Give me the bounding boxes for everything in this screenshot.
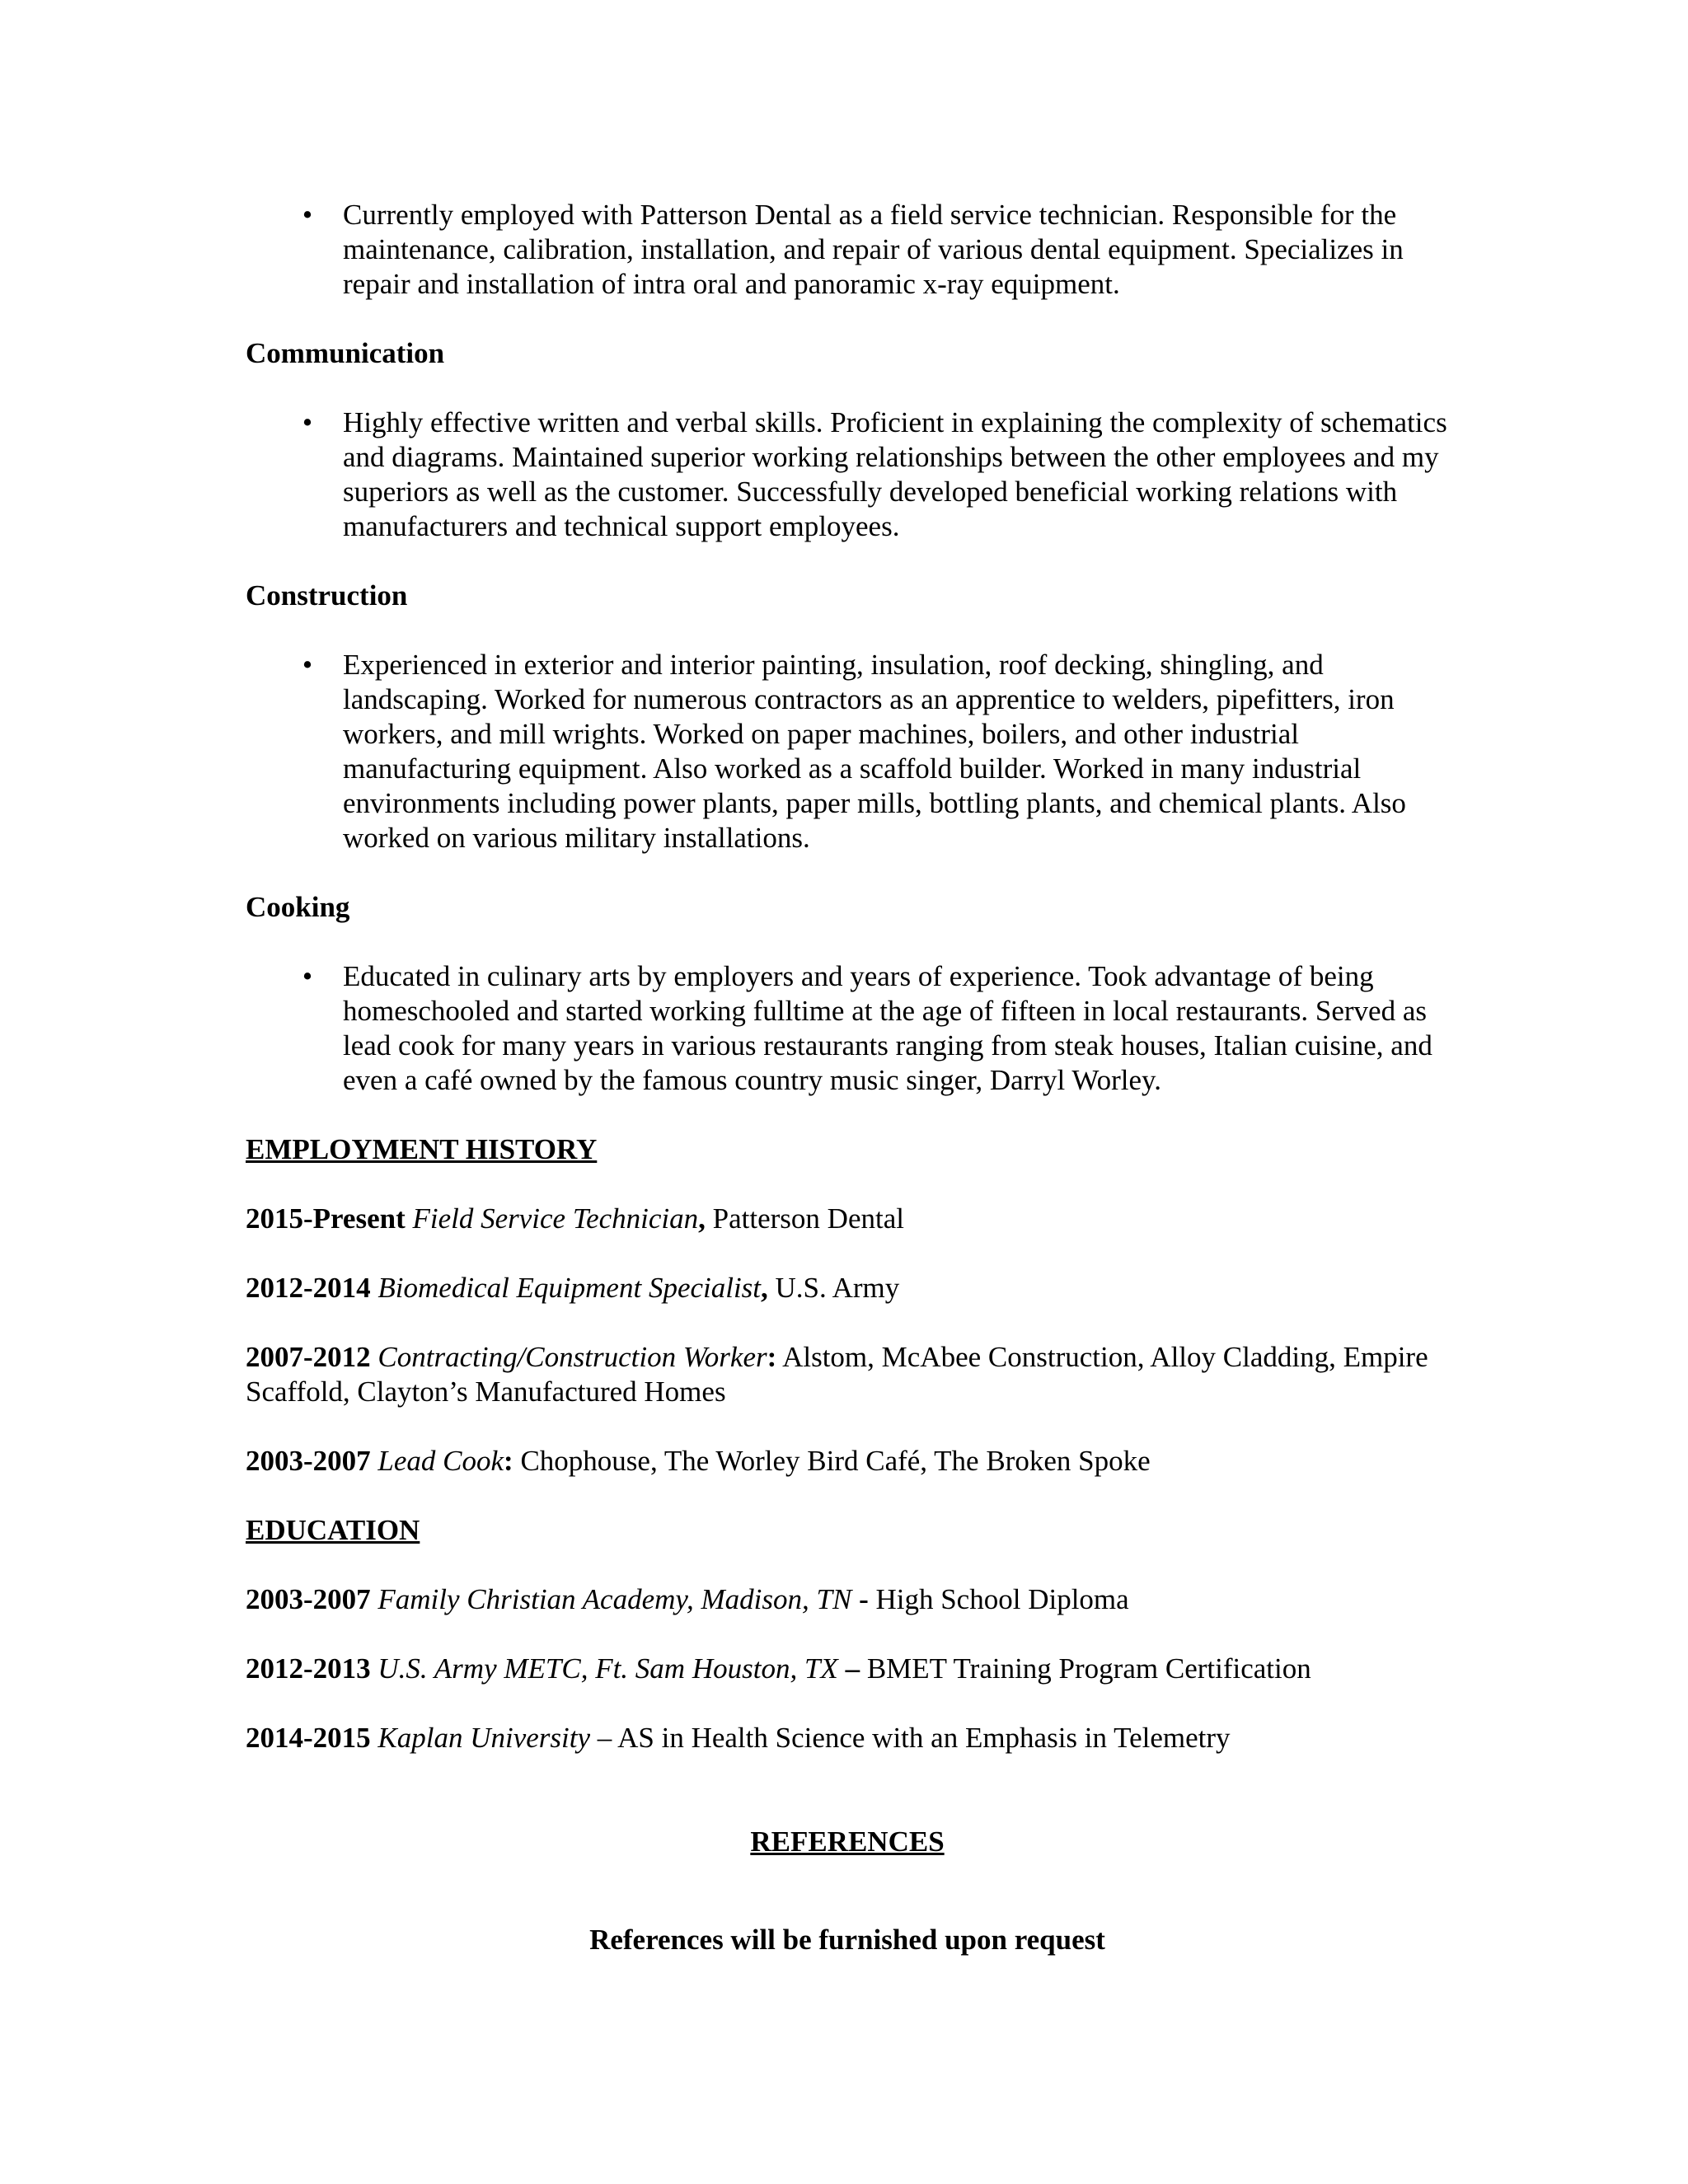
employment-entry [246,1202,1449,1236]
skill-heading-construction: Construction [246,579,408,612]
skill-bullet-communication [246,405,1449,544]
skill-bullet-cooking [246,959,1449,1098]
employment-years: 2012-2014 [246,1272,371,1304]
employment-title: Biomedical Equipment Specialist [377,1272,762,1304]
education-detail: High School Diploma [868,1583,1129,1615]
skill-bullet-construction [246,648,1449,855]
employment-entry [246,1340,1449,1409]
education-entry [246,1582,1449,1617]
references-heading: REFERENCES [750,1825,945,1858]
bullet-icon: • [302,406,313,438]
education-entry [246,1652,1449,1686]
employment-separator: : [504,1445,513,1477]
employment-years: 2003-2007 [246,1445,371,1477]
education-school: Kaplan University [377,1722,591,1754]
employment-entry [246,1271,1449,1305]
employment-separator: : [767,1341,777,1373]
references-note: References will be furnished upon request [589,1924,1105,1956]
skill-bullet-text: Educated in culinary arts by employers and years of experience. Took advantage of being homeschooled and started working fulltime at the age of fifteen in local restaurants. Served as lead cook for many years in various restaurants ranging from steak houses, Italian cuisine, and even a café owned by the famous country music singer, Darryl Worley. [343,960,1432,1096]
employment-detail: Patterson Dental [705,1202,904,1235]
education-separator: - [851,1583,869,1615]
bullet-icon: • [302,649,313,681]
employment-title: Lead Cook [377,1445,504,1477]
education-detail: BMET Training Program Certification [860,1652,1311,1685]
education-years: 2014-2015 [246,1722,371,1754]
skill-bullet-text: Currently employed with Patterson Dental as a field service technician. Responsible for the maintenance, calibration, installation, and repair of various dental equipment. Specializes in repair and installation of intra oral and panoramic x-ray equipment. [343,199,1404,300]
employment-detail: U.S. Army [767,1272,900,1304]
skill-bullet-text: Highly effective written and verbal skills. Proficient in explaining the complexity of schematics and diagrams. Maintained superior working relationships between the other employees and my superiors as well as the customer. Successfully developed beneficial working relations with manufacturers and technical support employees. [343,406,1447,542]
employment-history-heading: EMPLOYMENT HISTORY [246,1133,598,1165]
employment-entry [246,1444,1449,1479]
education-separator: – [837,1652,860,1685]
skill-heading-cooking: Cooking [246,891,350,923]
employment-years: 2007-2012 [246,1341,371,1373]
education-heading: EDUCATION [246,1514,420,1546]
employment-separator: , [761,1272,768,1304]
education-entry [246,1721,1449,1755]
employment-title: Contracting/Construction Worker [377,1341,767,1373]
bullet-icon: • [302,199,313,231]
skill-heading-communication: Communication [246,337,445,369]
employment-title: Field Service Technician [412,1202,699,1235]
skill-bullet-text: Experienced in exterior and interior painting, insulation, roof decking, shingling, and landscaping. Worked for numerous contractors as an apprentice to welders, pipefitters, iron workers, and mill wrights. Worked on paper machines, boilers, and other industrial manufacturing equipment. Also worked as a scaffold builder. Worked in many industrial environments including power plants, paper mills, bottling plants, and chemical plants. Also worked on various military installations. [343,649,1406,854]
education-years: 2012-2013 [246,1652,371,1685]
education-detail: AS in Health Science with an Emphasis in Telemetry [612,1722,1231,1754]
bullet-icon: • [302,960,313,992]
education-years: 2003-2007 [246,1583,371,1615]
education-separator: – [590,1722,612,1754]
education-school: U.S. Army METC, Ft. Sam Houston, TX [377,1652,838,1685]
resume-page [246,198,1449,1986]
employment-separator: , [698,1202,706,1235]
education-school: Family Christian Academy, Madison, TN [377,1583,852,1615]
employment-detail: Alstom, McAbee Construction, Alloy Cladding, Empire Scaffold, Clayton’s Manufactured Homes [246,1341,1428,1408]
employment-detail: Chophouse, The Worley Bird Café, The Broken Spoke [513,1445,1151,1477]
employment-years: 2015-Present [246,1202,406,1235]
skill-bullet-field-service [246,198,1449,302]
